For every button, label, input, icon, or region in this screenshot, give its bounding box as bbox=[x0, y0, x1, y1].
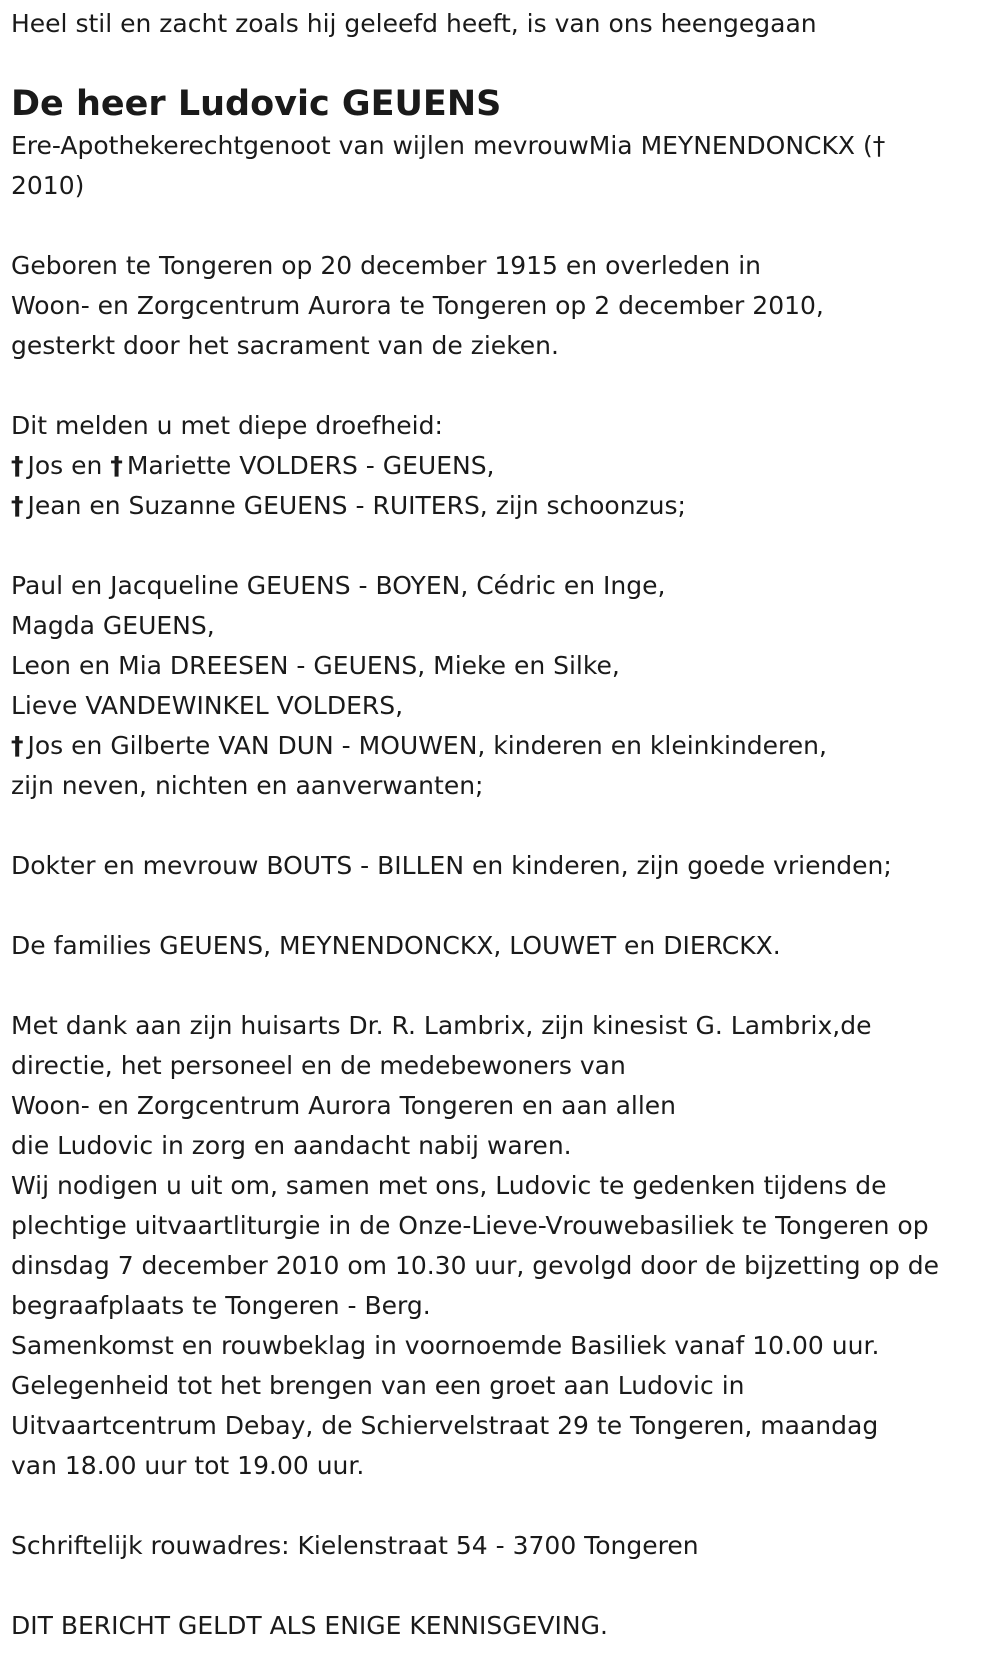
friends-line: Dokter en mevrouw BOUTS - BILLEN en kinderen, zijn goede vrienden; bbox=[11, 851, 892, 880]
thanks-line: Wij nodigen u uit om, samen met ons, Ludovic te gedenken tijdens de bbox=[11, 1171, 887, 1200]
thanks-line: plechtige uitvaartliturgie in de Onze-Lieve-Vrouwebasiliek te Tongeren op bbox=[11, 1211, 929, 1240]
obituary-notice bbox=[11, 0, 991, 1646]
family-block bbox=[11, 566, 991, 806]
thanks-line: dinsdag 7 december 2010 om 10.30 uur, gevolgd door de bijzetting op de bbox=[11, 1251, 939, 1280]
family-line bbox=[11, 726, 991, 766]
announce-text: Jos en bbox=[27, 451, 103, 480]
cross-icon bbox=[11, 446, 24, 486]
announce-line bbox=[11, 446, 991, 486]
family-line: Lieve VANDEWINKEL VOLDERS, bbox=[11, 691, 404, 720]
cross-icon bbox=[11, 486, 24, 526]
thanks-line: Woon- en Zorgcentrum Aurora Tongeren en aan allen bbox=[11, 1091, 677, 1120]
thanks-line: Met dank aan zijn huisarts Dr. R. Lambrix, zijn kinesist G. Lambrix,de bbox=[11, 1011, 872, 1040]
family-line: Magda GEUENS, bbox=[11, 611, 215, 640]
thanks-line: directie, het personeel en de medebewoners van bbox=[11, 1051, 626, 1080]
announce-line: Dit melden u met diepe droefheid: bbox=[11, 411, 443, 440]
announce-text: Jean en Suzanne GEUENS - RUITERS, zijn schoonzus; bbox=[27, 491, 686, 520]
family-text: Jos en Gilberte VAN DUN - MOUWEN, kinderen en kleinkinderen, bbox=[27, 731, 827, 760]
thanks-line: Samenkomst en rouwbeklag in voornoemde Basiliek vanaf 10.00 uur. bbox=[11, 1331, 880, 1360]
announce-line bbox=[11, 486, 991, 526]
birth-line: gesterkt door het sacrament van de zieken. bbox=[11, 331, 559, 360]
notice-line: DIT BERICHT GELDT ALS ENIGE KENNISGEVING. bbox=[11, 1611, 608, 1640]
birth-line: Woon- en Zorgcentrum Aurora te Tongeren op 2 december 2010, bbox=[11, 291, 824, 320]
announce-text: Mariette VOLDERS - GEUENS, bbox=[126, 451, 495, 480]
address-line: Schriftelijk rouwadres: Kielenstraat 54 - 3700 Tongeren bbox=[11, 1531, 699, 1560]
family-line: Leon en Mia DREESEN - GEUENS, Mieke en Silke, bbox=[11, 651, 620, 680]
announcement-block bbox=[11, 406, 991, 526]
title-line: Ere-Apothekerechtgenoot van wijlen mevrouwMia MEYNENDONCKX († bbox=[11, 131, 886, 160]
birth-death-block bbox=[11, 246, 991, 366]
family-line: zijn neven, nichten en aanverwanten; bbox=[11, 771, 484, 800]
thanks-line: die Ludovic in zorg en aandacht nabij waren. bbox=[11, 1131, 572, 1160]
thanks-line: Gelegenheid tot het brengen van een groet aan Ludovic in bbox=[11, 1371, 745, 1400]
thanks-block bbox=[11, 1006, 991, 1486]
family-line: Paul en Jacqueline GEUENS - BOYEN, Cédric en Inge, bbox=[11, 571, 666, 600]
thanks-line: begraafplaats te Tongeren - Berg. bbox=[11, 1291, 431, 1320]
cross-icon bbox=[11, 726, 24, 766]
deceased-name: De heer Ludovic GEUENS bbox=[11, 84, 502, 124]
intro-text: Heel stil en zacht zoals hij geleefd heeft, is van ons heengegaan bbox=[11, 9, 817, 38]
thanks-line: Uitvaartcentrum Debay, de Schiervelstraat 29 te Tongeren, maandag bbox=[11, 1411, 879, 1440]
families-line: De families GEUENS, MEYNENDONCKX, LOUWET en DIERCKX. bbox=[11, 931, 781, 960]
title-line: 2010) bbox=[11, 171, 85, 200]
thanks-line: van 18.00 uur tot 19.00 uur. bbox=[11, 1451, 365, 1480]
birth-line: Geboren te Tongeren op 20 december 1915 en overleden in bbox=[11, 251, 761, 280]
title-block bbox=[11, 126, 991, 206]
cross-icon bbox=[110, 446, 123, 486]
